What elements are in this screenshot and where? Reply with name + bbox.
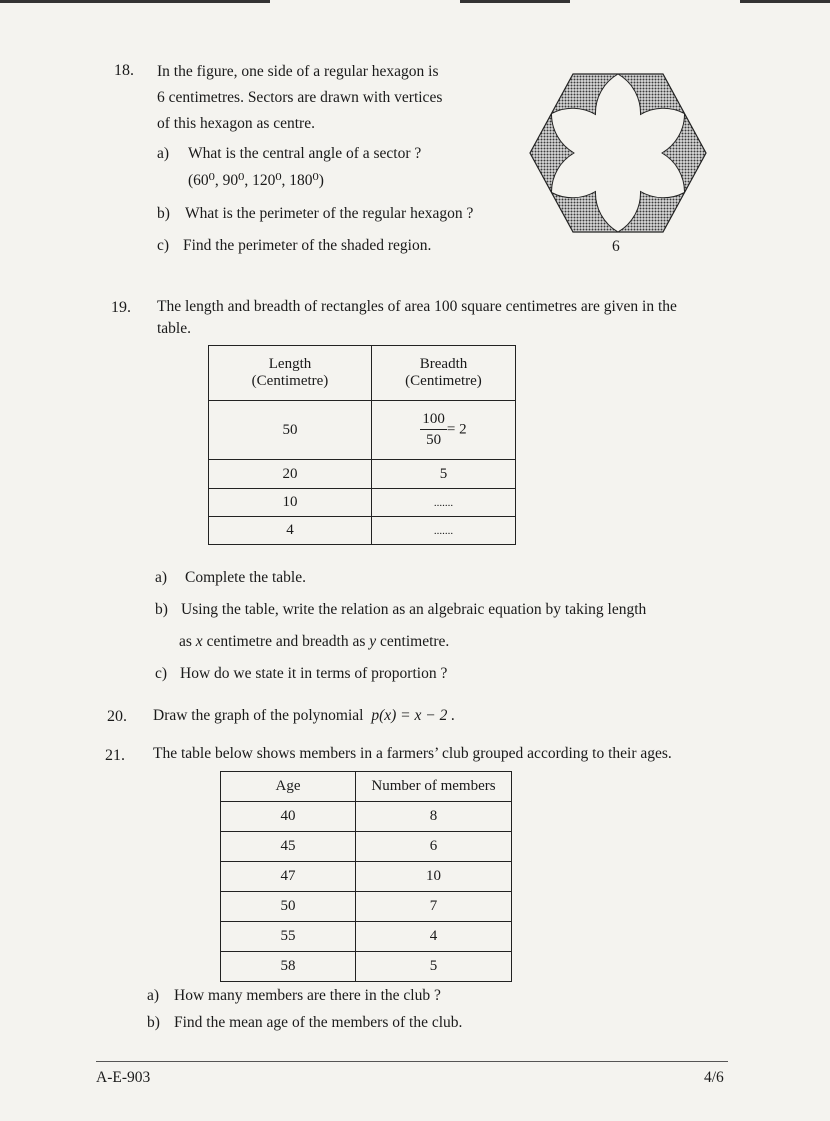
q19-c-text: How do we state it in terms of proportion ?: [180, 665, 448, 682]
q19-c-label: c): [155, 665, 168, 682]
breadth-header-line-1: Breadth: [419, 356, 468, 372]
fraction-numerator: 100: [420, 412, 447, 430]
q19-b-label: b): [155, 601, 168, 618]
table-row: [221, 802, 512, 832]
question-21-number: 21.: [105, 747, 125, 764]
members-cell: 8: [356, 802, 512, 832]
q19-line-1: The length and breadth of rectangles of area 100 square centimetres are given in the: [157, 298, 677, 315]
farmers-club-age-table: [220, 771, 512, 982]
length-cell: 10: [209, 489, 372, 517]
polynomial-expression: p(x) = x − 2 .: [371, 707, 456, 724]
q21-a-label: a): [147, 987, 160, 1004]
q19-b-text-2-post: centimetre.: [376, 633, 450, 650]
top-edge-mark: [0, 0, 270, 3]
breadth-header-cell: [372, 346, 516, 401]
q21-b-text: Find the mean age of the members of the club.: [174, 1014, 463, 1031]
table-row: [221, 832, 512, 862]
members-cell: 7: [356, 892, 512, 922]
fraction: [420, 412, 447, 448]
hexagon-sectors-figure: [528, 72, 708, 234]
table-row: [221, 922, 512, 952]
members-header-cell: Number of members: [356, 772, 512, 802]
breadth-header-line-2: (Centimetre): [405, 373, 482, 389]
q19-b-text-2-pre: as: [179, 633, 196, 650]
q18-c-label: c): [157, 237, 170, 254]
footer-paper-code: A-E-903: [96, 1069, 151, 1086]
age-cell: 47: [221, 862, 356, 892]
q18-b-label: b): [157, 205, 170, 222]
length-cell: 50: [209, 401, 372, 460]
age-cell: 55: [221, 922, 356, 952]
variable-x: x: [195, 633, 203, 650]
q19-b-text-1: Using the table, write the relation as an algebraic equation by taking length: [181, 601, 647, 618]
breadth-cell-blank: .......: [372, 489, 516, 517]
q18-a-label: a): [157, 145, 170, 162]
footer-page-number: 4/6: [704, 1069, 724, 1086]
q19-b-text-2: [179, 634, 449, 650]
q19-line-2: table.: [157, 320, 191, 337]
age-cell: 45: [221, 832, 356, 862]
age-header-cell: Age: [221, 772, 356, 802]
q18-line-1: In the figure, one side of a regular hexagon is: [157, 63, 439, 80]
q18-a-text: What is the central angle of a sector ?: [188, 145, 422, 162]
age-cell: 50: [221, 892, 356, 922]
hexagon-side-label: 6: [612, 238, 620, 255]
age-cell: 40: [221, 802, 356, 832]
q18-a-options: (60⁰, 90⁰, 120⁰, 180⁰): [188, 172, 324, 189]
q21-text: The table below shows members in a farmers’ club grouped according to their ages.: [153, 745, 672, 762]
breadth-cell-blank: .......: [372, 517, 516, 545]
table-row: [209, 489, 516, 517]
question-18-number: 18.: [114, 62, 134, 79]
q18-line-3: of this hexagon as centre.: [157, 115, 315, 132]
rectangle-dimensions-table: [208, 345, 516, 545]
table-row: [221, 862, 512, 892]
table-row: [209, 401, 516, 460]
variable-y: y: [369, 633, 377, 650]
q19-b-text-2-mid: centimetre and breadth as: [202, 633, 370, 650]
q19-a-text: Complete the table.: [185, 569, 306, 586]
age-cell: 58: [221, 952, 356, 982]
footer-rule: [96, 1061, 728, 1062]
table-row: [221, 892, 512, 922]
q20-text-pre: Draw the graph of the polynomial: [153, 707, 368, 724]
question-20-number: 20.: [107, 708, 127, 725]
q21-b-label: b): [147, 1014, 160, 1031]
question-19-number: 19.: [111, 299, 131, 316]
table-row: [209, 517, 516, 545]
q21-a-text: How many members are there in the club ?: [174, 987, 441, 1004]
table-header-row: [221, 772, 512, 802]
length-header-cell: [209, 346, 372, 401]
q19-a-label: a): [155, 569, 168, 586]
q20-text: [153, 708, 455, 724]
fraction-result: = 2: [446, 421, 467, 438]
q18-c-text: Find the perimeter of the shaded region.: [183, 237, 432, 254]
table-row: [221, 952, 512, 982]
length-cell: 20: [209, 460, 372, 489]
members-cell: 5: [356, 952, 512, 982]
breadth-cell-fraction: [372, 401, 516, 460]
q18-line-2: 6 centimetres. Sectors are drawn with vertices: [157, 89, 443, 106]
length-header-line-2: (Centimetre): [251, 373, 329, 389]
members-cell: 4: [356, 922, 512, 952]
length-header-line-1: Length: [268, 356, 312, 372]
top-edge-mark: [460, 0, 570, 3]
members-cell: 6: [356, 832, 512, 862]
length-cell: 4: [209, 517, 372, 545]
fraction-denominator: 50: [426, 432, 442, 448]
table-header-row: [209, 346, 516, 401]
top-edge-mark: [740, 0, 830, 3]
breadth-cell: 5: [372, 460, 516, 489]
q18-b-text: What is the perimeter of the regular hexagon ?: [185, 205, 474, 222]
members-cell: 10: [356, 862, 512, 892]
table-row: [209, 460, 516, 489]
